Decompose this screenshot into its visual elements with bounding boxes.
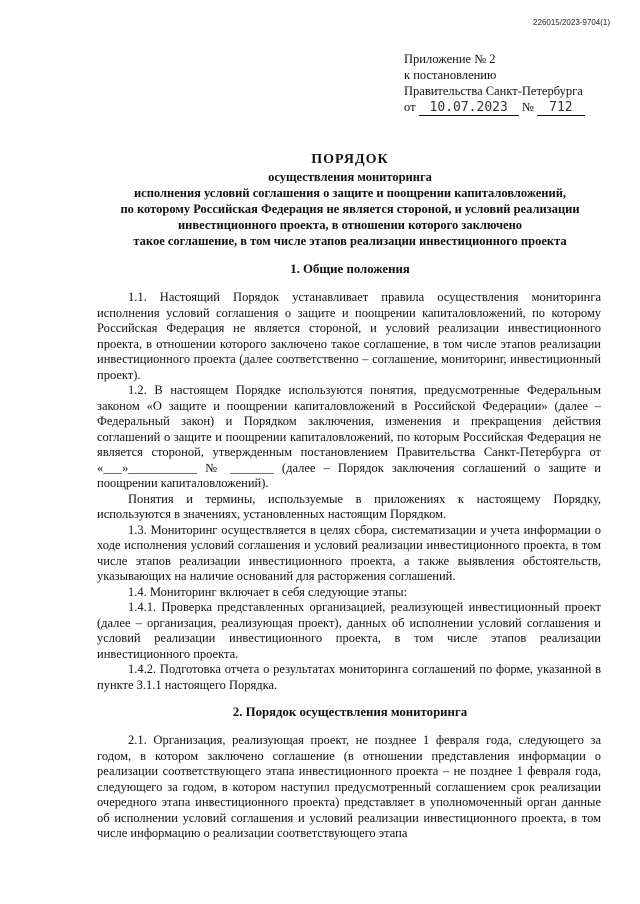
section-2-body (97, 733, 601, 842)
paragraph-2-1: 2.1. Организация, реализующая проект, не позднее 1 февраля года, следующего за годом, в котором заключено соглашение (в отношении представления информации о реализации соответствующего этапа инвестиционного проекта – не позднее 1 февраля года, следующего за годом, в котором наступил предусмотренный соглашением срок реализации очередного этапа инвестиционного проекта) представляет в уполномоченный орган данные об исполнении условий соглашения и условий реализации инвестиционного проекта, в том числе информацию о реализации соответствующего этапа (97, 733, 601, 840)
paragraph-1-1: 1.1. Настоящий Порядок устанавливает правила осуществления мониторинга исполнения условий соглашения о защите и поощрении капиталовложений, по которому Российская Федерация не является стороной, и условий реализации инвестиционного проекта, в отношении которого заключено такое соглашение, в том числе этапов реализации инвестиционного проекта (далее соответственно – соглашение, мониторинг, инвестиционный проект). (97, 290, 601, 382)
date-prefix: от (404, 100, 416, 114)
title-line-5: такое соглашение, в том числе этапов реализации инвестиционного проекта (133, 234, 567, 248)
paragraph-1-2: 1.2. В настоящем Порядке используются понятия, предусмотренные Федеральным законом «О защите и поощрении капиталовложений в Российской Федерации» (далее – Федеральный закон) и Порядком заключения, изменения и прекращения действия соглашений о защите и поощрении капиталовложений, по которым Российская Федерация не является стороной, утвержденным постановлением Правительства Санкт-Петербурга от «___»___________ № _______ (далее – Порядок заключения соглашений о защите и поощрении капиталовложений). (97, 383, 601, 490)
number-value: 712 (537, 101, 585, 116)
paragraph-1-3: 1.3. Мониторинг осуществляется в целях сбора, систематизации и учета информации о ходе исполнения условий соглашения и условий реализации инвестиционного проекта, в том числе этапов реализации инвестиционного проекта, а также выявления обстоятельств, указывающих на наличие оснований для расторжения соглашений. (97, 522, 601, 583)
number-prefix: № (521, 100, 534, 114)
document-id: 226015/2023-9704(1) (533, 18, 610, 27)
paragraph-terms: Понятия и термины, используемые в приложениях к настоящему Порядку, используются в значениях, установленных настоящим Порядком. (97, 491, 601, 521)
section-1-body (97, 290, 601, 693)
appendix-number: Приложение № 2 (404, 52, 496, 66)
date-value: 10.07.2023 (419, 101, 519, 116)
appendix-date-line (404, 99, 604, 116)
section-1-heading: 1. Общие положения (290, 262, 410, 276)
title-main: ПОРЯДОК (311, 152, 389, 167)
title-line-4: инвестиционного проекта, в отношении которого заключено (177, 218, 523, 232)
paragraph-1-4-2: 1.4.2. Подготовка отчета о результатах мониторинга соглашений по форме, указанной в пункте 3.1.1 настоящего Порядка. (97, 662, 601, 692)
paragraph-1-4: 1.4. Мониторинг включает в себя следующие этапы: (128, 584, 408, 599)
appendix-issuer: Правительства Санкт-Петербурга (404, 84, 583, 98)
section-2-heading: 2. Порядок осуществления мониторинга (232, 705, 468, 719)
title-line-2: исполнения условий соглашения о защите и поощрении капиталовложений, (133, 186, 567, 200)
paragraph-1-4-1: 1.4.1. Проверка представленных организацией, реализующей инвестиционный проект (далее – организация, реализующая проект), данных об исполнении условий соглашения и условий реализации инвестиционного проекта, в том числе этапов реализации инвестиционного проекта. (97, 600, 601, 661)
document-title (60, 152, 640, 249)
appendix-ref: к постановлению (404, 68, 497, 82)
title-line-3: по которому Российская Федерация не является стороной, и условий реализации (120, 202, 580, 216)
title-line-1: осуществления мониторинга (268, 170, 432, 184)
appendix-block (404, 51, 604, 116)
